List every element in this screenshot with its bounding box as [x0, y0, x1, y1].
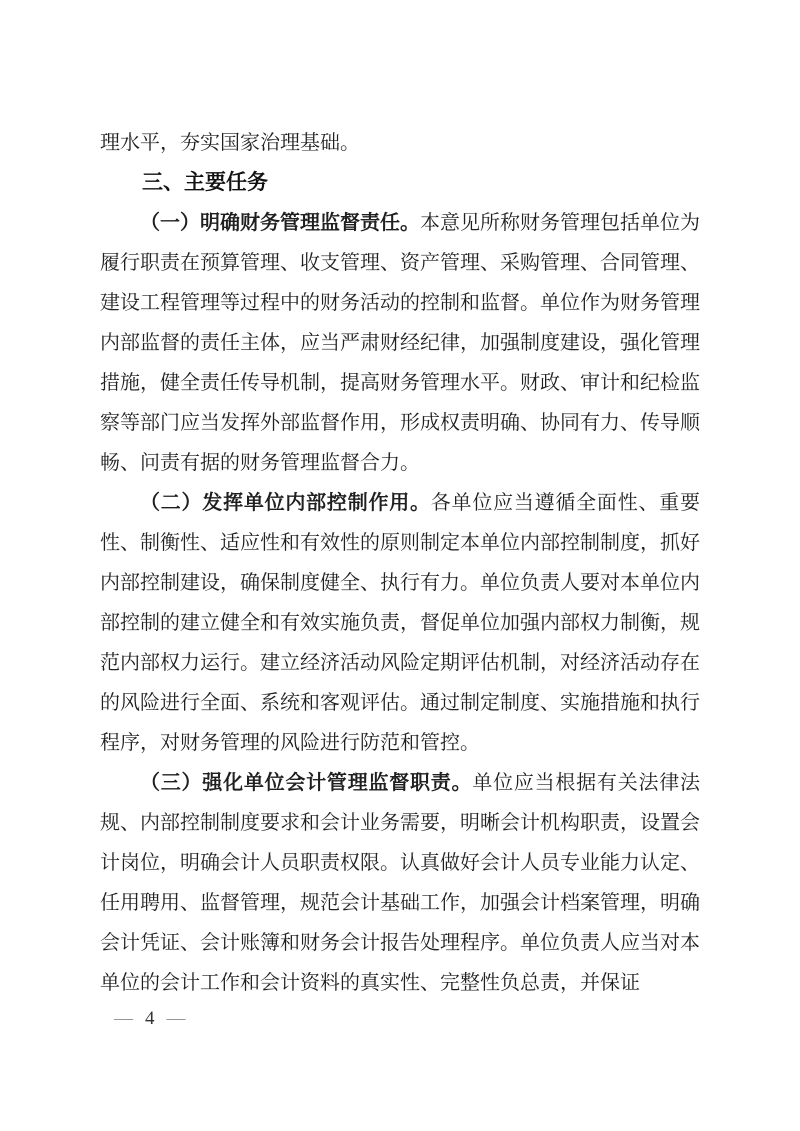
- paragraph-3: [100, 763, 700, 1003]
- footer-dash-left: —: [114, 1008, 133, 1029]
- section-heading: 三、主要任务: [142, 171, 268, 194]
- paragraph-2: [100, 483, 700, 763]
- footer-dash-right: —: [166, 1008, 186, 1029]
- paragraph-continuation: 理水平，夯实国家治理基础。: [100, 132, 360, 154]
- paragraph-3-lead: （三）强化单位会计管理监督职责。: [140, 772, 473, 794]
- paragraph-1-lead: （一）明确财务管理监督责任。: [140, 212, 420, 234]
- page-number: 4: [145, 1008, 155, 1029]
- paragraph-1: [100, 203, 700, 483]
- paragraph-1-body: 本意见所称财务管理包括单位为履行职责在预算管理、收支管理、资产管理、采购管理、合同管理、建设工程管理等过程中的财务活动的控制和监督。单位作为财务管理内部监督的责任主体，应当严肃财经纪律，加强制度建设，强化管理措施，健全责任传导机制，提高财务管理水平。财政、审计和纪检监察等部门应当发挥外部监督作用，形成权责明确、协同有力、传导顺畅、问责有据的财务管理监督合力。: [100, 212, 700, 474]
- page-footer: [112, 1004, 188, 1034]
- document-body: [100, 123, 700, 1003]
- paragraph-2-lead: （二）发挥单位内部控制作用。: [140, 492, 431, 514]
- paragraph-2-body: 各单位应当遵循全面性、重要性、制衡性、适应性和有效性的原则制定本单位内部控制制度，抓好内部控制建设，确保制度健全、执行有力。单位负责人要对本单位内部控制的建立健全和有效实施负责，督促单位加强内部权力制衡，规范内部权力运行。建立经济活动风险定期评估机制，对经济活动存在的风险进行全面、系统和客观评估。通过制定制度、实施措施和执行程序，对财务管理的风险进行防范和管控。: [100, 492, 701, 754]
- paragraph-3-body: 单位应当根据有关法律法规、内部控制制度要求和会计业务需要，明晰会计机构职责，设置会计岗位，明确会计人员职责权限。认真做好会计人员专业能力认定、任用聘用、监督管理，规范会计基础工作，加强会计档案管理，明确会计凭证、会计账簿和财务会计报告处理程序。单位负责人应当对本单位的会计工作和会计资料的真实性、完整性负总责，并保证: [100, 772, 701, 994]
